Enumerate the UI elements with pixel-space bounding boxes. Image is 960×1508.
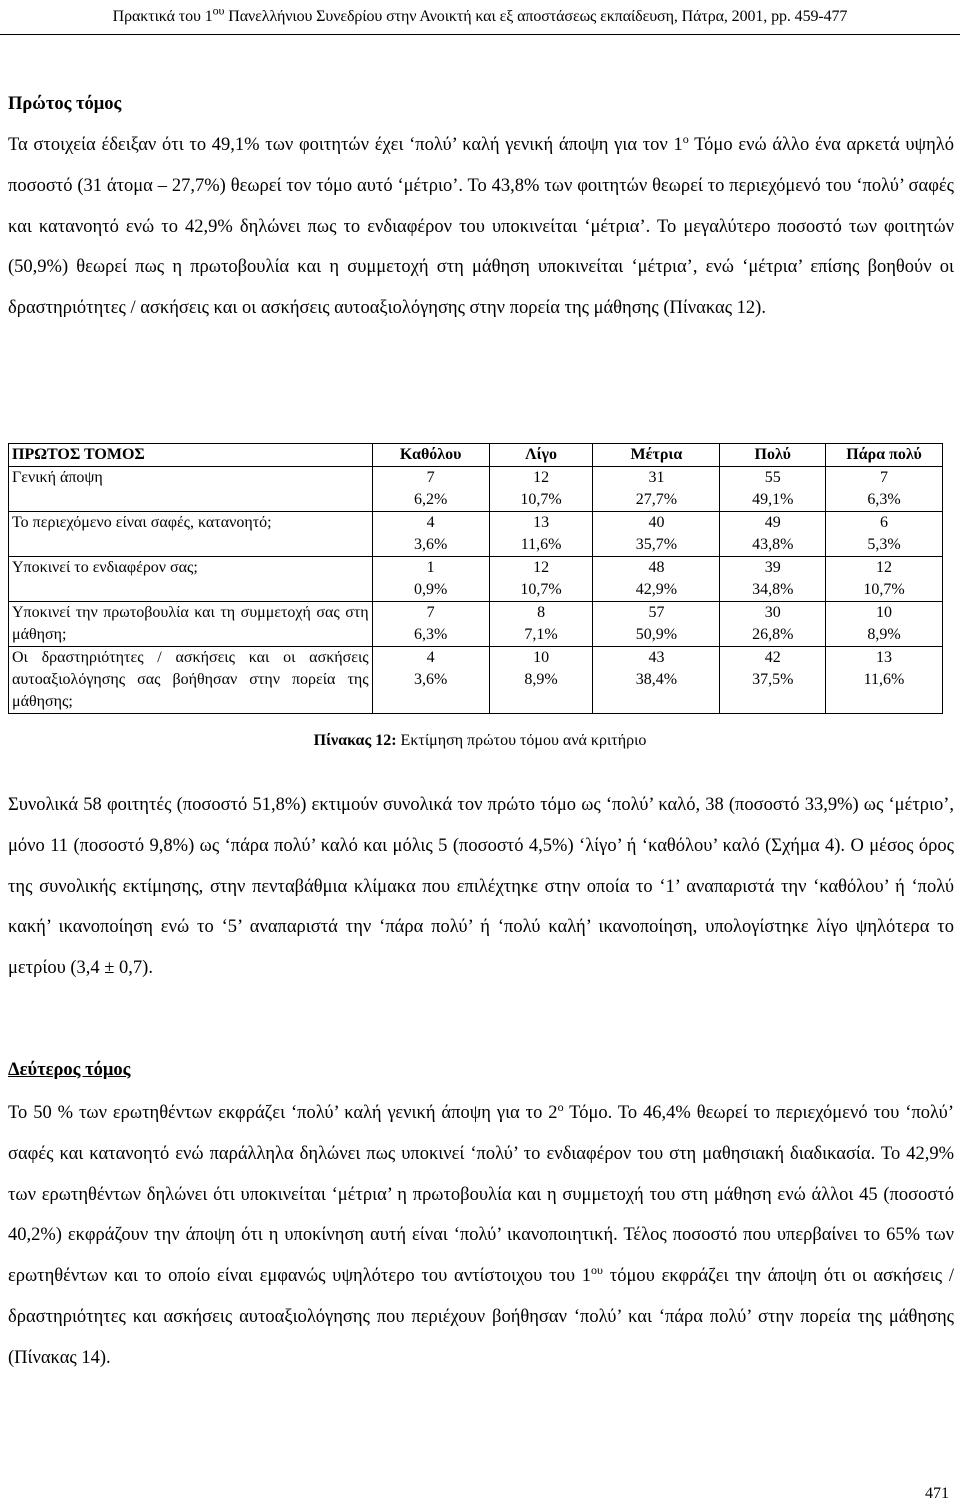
- count: 7: [426, 604, 435, 621]
- paragraph-text-middle: Τόμο. Το 46,4% θεωρεί το περιεχόμενό του ‘πολύ’ σαφές και κατανοητό ενώ παράλληλα δηλώνει πως υποκινεί ‘πολύ’ το ενδιαφέρον του στη μαθησιακή διαδικασία. Το 42,9% των ερωτηθέντων δηλώνει ότι υποκινείται ‘μέτρια’ η πρωτοβουλία και η συμμετοχή του στη μάθηση ενώ άλλοι 45 (ποσοστό 40,2%) εκφράζουν την άποψη ότι η υποκίνηση αυτή είναι ‘πολύ’ ικανοποιητική. Τέλος ποσοστό που υπερβαίνει το 65% των ερωτηθέντων και το οποίο είναι εμφανώς υψηλότερο του αντίστοιχου του 1: [8, 1103, 954, 1287]
- paragraph-first-volume: [8, 125, 954, 329]
- count: 12: [533, 559, 550, 576]
- value-cell: [593, 557, 720, 602]
- table-row: [9, 647, 943, 714]
- percent: 3,6%: [414, 536, 448, 553]
- count: 12: [876, 559, 893, 576]
- page-number: 471: [925, 1485, 949, 1502]
- percent: 49,1%: [752, 491, 794, 508]
- paragraph-text-rest: Τόμο ενώ άλλο ένα αρκετά υψηλό ποσοστό (31 άτομα – 27,7%) θεωρεί τον τόμο αυτό ‘μέτριο’. Το 43,8% των φοιτητών θεωρεί το περιεχόμενό του ‘πολύ’ σαφές και κατανοητό ενώ το 42,9% δηλώνει πως το ενδιαφέρον του υποκινείται ‘μέτρια’. Το μεγαλύτερο ποσοστό των φοιτητών (50,9%) θεωρεί πως η πρωτοβουλία και η συμμετοχή στη μάθηση υποκινείται ‘μέτρια’, ενώ ‘μέτρια’ επίσης βοηθούν οι δραστηριότητες / ασκήσεις και οι ασκήσεις αυτοαξιολόγησης στην πορεία της μάθησης (Πίνακας 12).: [8, 135, 954, 319]
- value-cell: [372, 602, 489, 647]
- column-header: ΠΡΩΤΟΣ ΤΟΜΟΣ: [9, 444, 373, 467]
- paragraph-second-volume: [8, 1093, 954, 1379]
- value-cell: [489, 467, 593, 512]
- count: 57: [648, 604, 665, 621]
- header-text-rest: Πανελλήνιου Συνεδρίου στην Ανοικτή και εξ αποστάσεως εκπαίδευση, Πάτρα, 2001, pp. 459-477: [224, 8, 848, 25]
- percent: 37,5%: [752, 671, 794, 688]
- table-header-row: [9, 444, 943, 467]
- percent: 34,8%: [752, 581, 794, 598]
- percent: 10,7%: [863, 581, 905, 598]
- count: 7: [880, 469, 889, 486]
- superscript: ο: [557, 1099, 564, 1114]
- header-superscript: ου: [212, 3, 225, 18]
- percent: 5,3%: [867, 536, 901, 553]
- value-cell: [826, 602, 943, 647]
- paragraph-text: Το 50 % των ερωτηθέντων εκφράζει ‘πολύ’ καλή γενική άποψη για το 2: [8, 1103, 558, 1123]
- percent: 10,7%: [520, 491, 562, 508]
- percent: 8,9%: [524, 671, 558, 688]
- value-cell: [593, 647, 720, 714]
- percent: 6,3%: [867, 491, 901, 508]
- count: 12: [533, 469, 550, 486]
- percent: 27,7%: [635, 491, 678, 508]
- value-cell: [593, 512, 720, 557]
- value-cell: [720, 602, 826, 647]
- value-cell: [826, 467, 943, 512]
- value-cell: [826, 557, 943, 602]
- count: 13: [533, 514, 550, 531]
- percent: 11,6%: [863, 671, 905, 688]
- value-cell: [593, 602, 720, 647]
- caption-text: Εκτίμηση πρώτου τόμου ανά κριτήριο: [396, 732, 647, 749]
- count: 13: [876, 649, 893, 666]
- paragraph-text: Τα στοιχεία έδειξαν ότι το 49,1% των φοιτητών έχει ‘πολύ’ καλή γενική άποψη για τον 1: [8, 135, 683, 155]
- header-text: Πρακτικά του 1: [112, 8, 213, 25]
- value-cell: [720, 467, 826, 512]
- value-cell: [372, 467, 489, 512]
- count: 40: [648, 514, 665, 531]
- count: 8: [537, 604, 546, 621]
- table-row: [9, 602, 943, 647]
- column-header: Μέτρια: [593, 444, 720, 467]
- criterion-cell: Υποκινεί την πρωτοβουλία και τη συμμετοχή σας στη μάθηση;: [9, 602, 373, 647]
- superscript: ου: [591, 1263, 603, 1278]
- count: 31: [648, 469, 665, 486]
- count: 10: [876, 604, 893, 621]
- percent: 7,1%: [524, 626, 558, 643]
- criterion-cell: Οι δραστηριότητες / ασκήσεις και οι ασκήσεις αυτοαξιολόγησης σας βοήθησαν στην πορεία της μάθησης;: [9, 647, 373, 714]
- section-heading-second-volume: Δεύτερος τόμος: [8, 1060, 131, 1080]
- value-cell: [489, 557, 593, 602]
- running-header: [0, 3, 960, 26]
- value-cell: [720, 647, 826, 714]
- criterion-cell: Γενική άποψη: [9, 467, 373, 512]
- section-heading-first-volume: Πρώτος τόμος: [8, 94, 122, 114]
- count: 30: [764, 604, 781, 621]
- percent: 42,9%: [635, 581, 678, 598]
- percent: 6,3%: [414, 626, 448, 643]
- paragraph-text-end: τόμου εκφράζει την άποψη ότι οι ασκήσεις / δραστηριότητες και ασκήσεις αυτοαξιολόγησης που περιέχουν βοήθησαν ‘πολύ’ και ‘πάρα πολύ’ στην πορεία της μάθησης (Πίνακας 14).: [8, 1266, 954, 1368]
- count: 55: [764, 469, 781, 486]
- count: 1: [426, 559, 435, 576]
- column-header: Λίγο: [489, 444, 593, 467]
- value-cell: [489, 602, 593, 647]
- table-row: [9, 557, 943, 602]
- value-cell: [372, 647, 489, 714]
- percent: 10,7%: [520, 581, 562, 598]
- count: 4: [426, 649, 435, 666]
- superscript: ο: [682, 131, 689, 146]
- count: 10: [533, 649, 550, 666]
- percent: 6,2%: [414, 491, 448, 508]
- percent: 11,6%: [520, 536, 562, 553]
- table-row: [9, 467, 943, 512]
- count: 39: [764, 559, 781, 576]
- value-cell: [372, 557, 489, 602]
- percent: 35,7%: [635, 536, 678, 553]
- count: 7: [426, 469, 435, 486]
- percent: 3,6%: [414, 671, 448, 688]
- evaluation-table: [8, 443, 943, 714]
- count: 6: [880, 514, 889, 531]
- count: 49: [764, 514, 781, 531]
- caption-label: Πίνακας 12:: [313, 732, 397, 749]
- value-cell: [372, 512, 489, 557]
- header-divider: [0, 34, 960, 35]
- value-cell: [826, 512, 943, 557]
- count: 43: [648, 649, 665, 666]
- count: 4: [426, 514, 435, 531]
- percent: 50,9%: [635, 626, 678, 643]
- column-header: Καθόλου: [372, 444, 489, 467]
- value-cell: [593, 467, 720, 512]
- percent: 43,8%: [752, 536, 794, 553]
- count: 48: [648, 559, 665, 576]
- percent: 0,9%: [414, 581, 448, 598]
- value-cell: [720, 557, 826, 602]
- percent: 38,4%: [635, 671, 678, 688]
- count: 42: [764, 649, 781, 666]
- criterion-cell: Το περιεχόμενο είναι σαφές, κατανοητό;: [9, 512, 373, 557]
- column-header: Πάρα πολύ: [826, 444, 943, 467]
- value-cell: [489, 647, 593, 714]
- table-row: [9, 512, 943, 557]
- criterion-cell: Υποκινεί το ενδιαφέρον σας;: [9, 557, 373, 602]
- percent: 26,8%: [752, 626, 794, 643]
- value-cell: [489, 512, 593, 557]
- column-header: Πολύ: [720, 444, 826, 467]
- table-caption: [0, 732, 960, 750]
- value-cell: [826, 647, 943, 714]
- percent: 8,9%: [867, 626, 901, 643]
- paragraph-summary: Συνολικά 58 φοιτητές (ποσοστό 51,8%) εκτιμούν συνολικά τον πρώτο τόμο ως ‘πολύ’ καλό, 38 (ποσοστό 33,9%) ως ‘μέτριο’, μόνο 11 (ποσοστό 9,8%) ως ‘πάρα πολύ’ καλό και μόλις 5 (ποσοστό 4,5%) ‘λίγο’ ή ‘καθόλου’ καλό (Σχήμα 4). Ο μέσος όρος της συνολικής εκτίμησης, στην πενταβάθμια κλίμακα που επιλέχτηκε στην οποία το ‘1’ αναπαριστά την ‘καθόλου’ ή ‘πολύ κακή’ ικανοποίηση ενώ το ‘5’ αναπαριστά την ‘πάρα πολύ’ ή ‘πολύ καλή’ ικανοποίηση, υπολογίστηκε λίγο ψηλότερα το μετρίου (3,4 ± 0,7).: [8, 795, 954, 979]
- value-cell: [720, 512, 826, 557]
